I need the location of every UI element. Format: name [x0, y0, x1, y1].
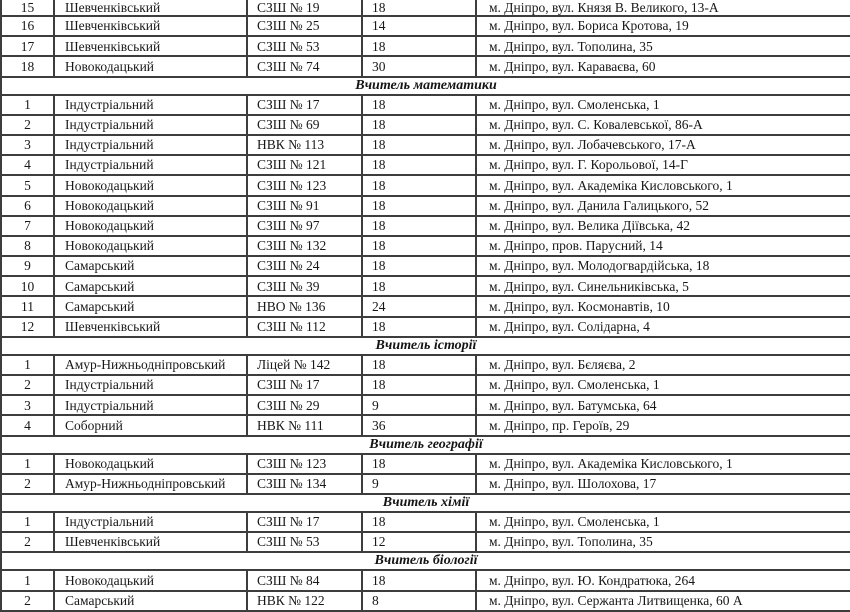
cell-hours: 18 [363, 571, 477, 589]
cell-hours: 18 [363, 197, 477, 215]
cell-address: м. Дніпро, вул. Молодогвардійська, 18 [489, 258, 710, 274]
cell-address: м. Дніпро, вул. С. Ковалевської, 86-А [489, 117, 703, 133]
table-row [2, 237, 850, 257]
cell-address: м. Дніпро, вул. Синельниківська, 5 [489, 278, 689, 294]
cell-school: Ліцей № 142 [248, 356, 363, 374]
cell-address: м. Дніпро, вул. Академіка Кисловського, 1 [489, 455, 733, 471]
table-row [2, 513, 850, 533]
section-header: Вчитель географії [2, 437, 850, 455]
cell-hours: 18 [363, 277, 477, 295]
cell-number: 11 [2, 297, 55, 315]
cell-hours: 18 [363, 116, 477, 134]
cell-number: 3 [2, 136, 55, 154]
table-row [2, 277, 850, 297]
cell-address: м. Дніпро, вул. Князя В. Великого, 13-А [489, 0, 719, 15]
cell-district: Індустріальний [55, 116, 248, 134]
cell-district: Індустріальний [55, 136, 248, 154]
table-row [2, 96, 850, 116]
table-row [2, 356, 850, 376]
cell-district: Індустріальний [55, 156, 248, 174]
cell-address: м. Дніпро, пр. Героїв, 29 [489, 417, 630, 433]
cell-district: Новокодацький [55, 455, 248, 473]
cell-district: Новокодацький [55, 197, 248, 215]
cell-number: 15 [2, 0, 55, 15]
cell-number: 2 [2, 475, 55, 493]
cell-number: 7 [2, 217, 55, 235]
cell-district: Індустріальний [55, 376, 248, 394]
cell-school: СЗШ № 29 [248, 396, 363, 414]
cell-hours: 9 [363, 396, 477, 414]
cell-school: СЗШ № 17 [248, 376, 363, 394]
cell-address: м. Дніпро, вул. Тополина, 35 [489, 38, 653, 54]
cell-district: Індустріальний [55, 396, 248, 414]
cell-district: Шевченківський [55, 17, 248, 35]
cell-number: 2 [2, 533, 55, 551]
cell-school: СЗШ № 17 [248, 513, 363, 531]
cell-number: 3 [2, 396, 55, 414]
table-row [2, 156, 850, 176]
cell-district: Самарський [55, 277, 248, 295]
cell-school: НВК № 122 [248, 592, 363, 610]
cell-hours: 12 [363, 533, 477, 551]
cell-school: СЗШ № 91 [248, 197, 363, 215]
table-row [2, 297, 850, 317]
cell-school: НВК № 111 [248, 416, 363, 434]
cell-district: Самарський [55, 297, 248, 315]
table-row [2, 136, 850, 156]
cell-hours: 24 [363, 297, 477, 315]
cell-district: Амур-Нижньодніпровський [55, 475, 248, 493]
cell-number: 1 [2, 513, 55, 531]
cell-number: 2 [2, 376, 55, 394]
cell-school: СЗШ № 121 [248, 156, 363, 174]
cell-school: СЗШ № 134 [248, 475, 363, 493]
table-row [2, 197, 850, 217]
section-header: Вчитель хімії [2, 495, 850, 513]
table-row [2, 475, 850, 495]
cell-number: 4 [2, 156, 55, 174]
cell-district: Шевченківський [55, 0, 248, 15]
section-header: Вчитель історії [2, 338, 850, 356]
cell-hours: 30 [363, 57, 477, 75]
table-row [2, 376, 850, 396]
cell-district: Шевченківський [55, 318, 248, 336]
cell-address: м. Дніпро, вул. Тополина, 35 [489, 534, 653, 550]
cell-number: 5 [2, 176, 55, 194]
cell-school: СЗШ № 84 [248, 571, 363, 589]
table-row [2, 318, 850, 338]
cell-address: м. Дніпро, вул. Г. Корольової, 14-Г [489, 157, 688, 173]
cell-school: НВК № 113 [248, 136, 363, 154]
section-header: Вчитель біології [2, 553, 850, 571]
cell-hours: 18 [363, 136, 477, 154]
table-row [2, 592, 850, 612]
cell-school: НВО № 136 [248, 297, 363, 315]
cell-hours: 18 [363, 156, 477, 174]
cell-school: СЗШ № 25 [248, 17, 363, 35]
cell-address: м. Дніпро, вул. Батумська, 64 [489, 397, 657, 413]
cell-address: м. Дніпро, вул. Данила Галицького, 52 [489, 197, 710, 213]
table-row [2, 257, 850, 277]
cell-hours: 18 [363, 513, 477, 531]
cell-address: м. Дніпро, вул. Бєляєва, 2 [489, 357, 636, 373]
cell-number: 18 [2, 57, 55, 75]
section-header: Вчитель математики [2, 78, 850, 96]
cell-address: м. Дніпро, вул. Велика Діївська, 42 [489, 218, 690, 234]
table-row [2, 396, 850, 416]
cell-hours: 18 [363, 96, 477, 114]
cell-address: м. Дніпро, вул. Смоленська, 1 [489, 377, 660, 393]
cell-number: 10 [2, 277, 55, 295]
cell-hours: 18 [363, 318, 477, 336]
cell-number: 17 [2, 37, 55, 55]
cell-hours: 18 [363, 237, 477, 255]
cell-number: 16 [2, 17, 55, 35]
cell-district: Новокодацький [55, 237, 248, 255]
cell-address: м. Дніпро, вул. Шолохова, 17 [489, 476, 657, 492]
cell-school: СЗШ № 24 [248, 257, 363, 275]
cell-number: 1 [2, 571, 55, 589]
cell-district: Новокодацький [55, 57, 248, 75]
cell-school: СЗШ № 132 [248, 237, 363, 255]
cell-hours: 18 [363, 0, 477, 15]
cell-school: СЗШ № 69 [248, 116, 363, 134]
cell-address: м. Дніпро, вул. Караваєва, 60 [489, 58, 656, 74]
cell-address: м. Дніпро, вул. Академіка Кисловського, 1 [489, 177, 733, 193]
cell-district: Новокодацький [55, 176, 248, 194]
cell-school: СЗШ № 53 [248, 37, 363, 55]
cell-address: м. Дніпро, пров. Парусний, 14 [489, 238, 663, 254]
cell-school: СЗШ № 17 [248, 96, 363, 114]
cell-address: м. Дніпро, вул. Смоленська, 1 [489, 96, 660, 112]
cell-hours: 8 [363, 592, 477, 610]
cell-school: СЗШ № 97 [248, 217, 363, 235]
cell-number: 4 [2, 416, 55, 434]
cell-district: Новокодацький [55, 217, 248, 235]
cell-hours: 18 [363, 176, 477, 194]
table-row [2, 57, 850, 77]
cell-number: 1 [2, 96, 55, 114]
cell-hours: 14 [363, 17, 477, 35]
table-row [2, 217, 850, 237]
cell-school: СЗШ № 19 [248, 0, 363, 15]
cell-district: Шевченківський [55, 37, 248, 55]
cell-hours: 18 [363, 37, 477, 55]
cell-hours: 18 [363, 455, 477, 473]
cell-address: м. Дніпро, вул. Бориса Кротова, 19 [489, 18, 689, 34]
cell-district: Самарський [55, 257, 248, 275]
cell-school: СЗШ № 123 [248, 455, 363, 473]
cell-address: м. Дніпро, вул. Сержанта Литвищенка, 60 А [489, 592, 743, 608]
table-row [2, 176, 850, 196]
cell-number: 8 [2, 237, 55, 255]
cell-district: Індустріальний [55, 96, 248, 114]
table-row [2, 416, 850, 436]
cell-address: м. Дніпро, вул. Солідарна, 4 [489, 318, 650, 334]
cell-hours: 18 [363, 356, 477, 374]
cell-district: Новокодацький [55, 571, 248, 589]
cell-number: 2 [2, 116, 55, 134]
cell-number: 12 [2, 318, 55, 336]
cell-school: СЗШ № 112 [248, 318, 363, 336]
cell-hours: 18 [363, 376, 477, 394]
cell-hours: 9 [363, 475, 477, 493]
table-row [2, 116, 850, 136]
cell-hours: 36 [363, 416, 477, 434]
cell-district: Амур-Нижньодніпровський [55, 356, 248, 374]
cell-number: 6 [2, 197, 55, 215]
cell-school: СЗШ № 39 [248, 277, 363, 295]
table-row [2, 0, 850, 17]
cell-number: 1 [2, 356, 55, 374]
cell-school: СЗШ № 123 [248, 176, 363, 194]
cell-address: м. Дніпро, вул. Смоленська, 1 [489, 514, 660, 530]
cell-district: Самарський [55, 592, 248, 610]
cell-address: м. Дніпро, вул. Лобачевського, 17-А [489, 137, 696, 153]
cell-school: СЗШ № 53 [248, 533, 363, 551]
cell-district: Соборний [55, 416, 248, 434]
cell-school: СЗШ № 74 [248, 57, 363, 75]
cell-number: 2 [2, 592, 55, 610]
table-row [2, 571, 850, 591]
cell-number: 9 [2, 257, 55, 275]
table-row [2, 37, 850, 57]
cell-number: 1 [2, 455, 55, 473]
table-row [2, 455, 850, 475]
cell-district: Індустріальний [55, 513, 248, 531]
cell-address: м. Дніпро, вул. Космонавтів, 10 [489, 298, 670, 314]
cell-district: Шевченківський [55, 533, 248, 551]
cell-hours: 18 [363, 257, 477, 275]
cell-hours: 18 [363, 217, 477, 235]
table-row [2, 533, 850, 553]
table-row [2, 17, 850, 37]
cell-address: м. Дніпро, вул. Ю. Кондратюка, 264 [489, 572, 696, 588]
